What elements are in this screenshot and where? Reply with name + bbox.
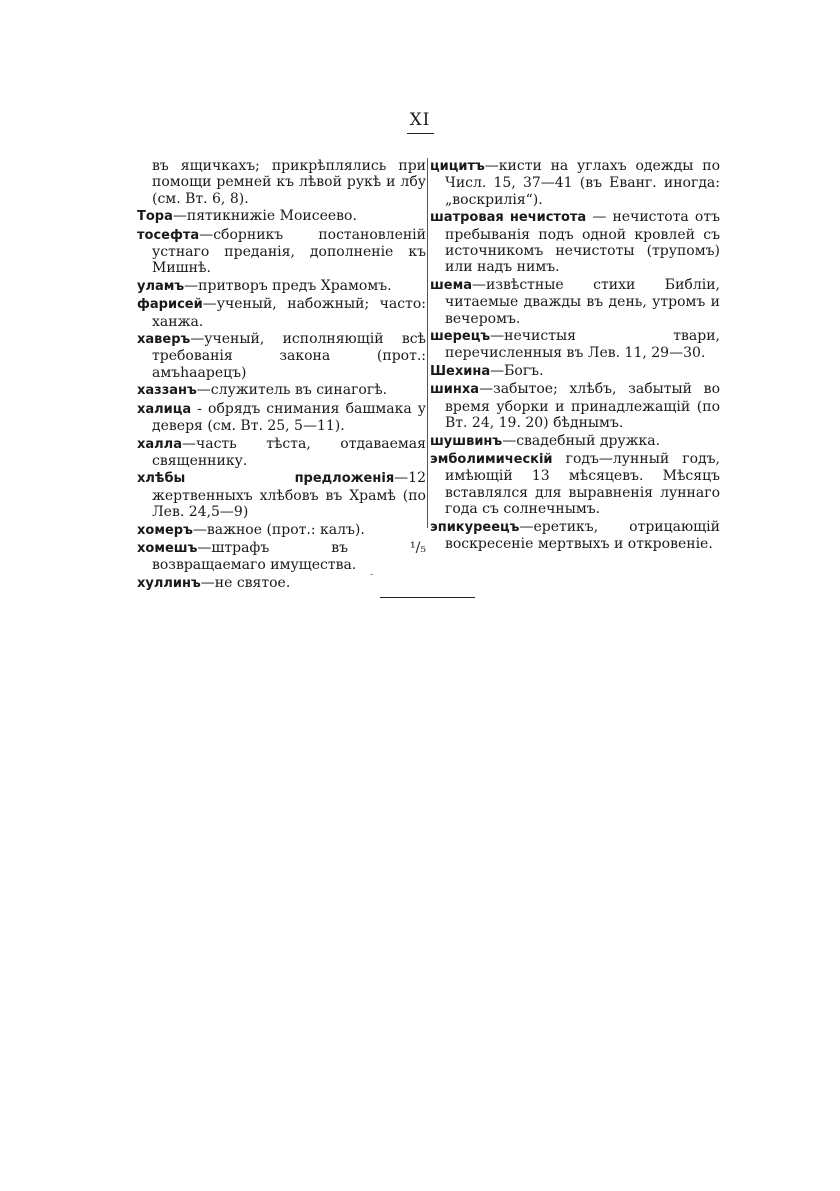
left-column xyxy=(137,158,426,593)
glossary-entry xyxy=(137,522,426,539)
entry-term: фарисей xyxy=(137,297,203,313)
entry-term: шатровая нечистота xyxy=(430,210,587,226)
glossary-entry xyxy=(137,331,426,381)
entry-term: шема xyxy=(430,277,473,293)
entry-term: тосефта xyxy=(137,227,200,243)
glossary-entry xyxy=(430,328,720,362)
glossary-entry xyxy=(137,158,426,207)
entry-term: халица xyxy=(137,401,192,417)
entry-term: эмболимическій xyxy=(430,451,553,467)
entry-term: хлѣбы предложенія xyxy=(137,471,395,487)
entry-term: уламъ xyxy=(137,278,185,294)
glossary-entry xyxy=(430,209,720,276)
entry-definition: —извѣстные стихи Библіи, читаемые дважды въ день, утромъ и вечеромъ. xyxy=(445,276,720,327)
glossary-entry xyxy=(430,519,720,553)
glossary-entry xyxy=(137,401,426,435)
entry-definition: —служитель въ синагогѣ. xyxy=(196,382,388,399)
entry-term: Шехина xyxy=(430,363,491,379)
entry-term: хуллинъ xyxy=(137,575,201,591)
glossary-entry xyxy=(430,433,720,450)
column-divider xyxy=(427,158,428,528)
entry-term: эпикуреецъ xyxy=(430,519,520,535)
entry-term: шушвинъ xyxy=(430,433,503,449)
entry-definition: —притворъ предъ Храмомъ. xyxy=(184,277,392,294)
entry-term: хомешъ xyxy=(137,540,198,556)
entry-definition: —кисти на углахъ одежды по Числ. 15, 37—41 (въ Еванг. иногда: „воскрилія“). xyxy=(445,158,720,208)
entry-definition: —нечистыя твари, перечисленныя въ Лев. 11, 29—30. xyxy=(445,328,720,362)
entry-definition: —пятикнижіе Моисеево. xyxy=(172,208,357,225)
entry-definition: —ученый, набожный; часто: ханжа. xyxy=(152,296,426,330)
glossary-entry xyxy=(137,278,426,295)
entry-definition: —свадебный дружка. xyxy=(502,432,661,449)
glossary-entry xyxy=(137,208,426,225)
entry-term: шерецъ xyxy=(430,329,491,345)
entry-definition: —важное (прот.: калъ). xyxy=(192,521,365,538)
glossary-entry xyxy=(430,158,720,208)
entry-definition: —забытое; хлѣбъ, забытый во время уборки и принадлежащій (по Вт. 24, 19. 20) бѣднымъ. xyxy=(445,381,720,432)
entry-term: хомеръ xyxy=(137,522,193,538)
entry-term: хаззанъ xyxy=(137,383,197,399)
entry-definition: —не святое. xyxy=(200,574,291,591)
glossary-entry xyxy=(137,470,426,520)
entry-definition: —ученый, исполняющій всѣ требованія закона (прот.: амъhаарецъ) xyxy=(152,331,426,381)
glossary-entry xyxy=(430,363,720,380)
entry-definition: — нечистота отъ пребыванія подъ одной кровлей съ источникомъ нечистоты (трупомъ) или надъ нимъ. xyxy=(445,209,720,276)
entry-definition: - обрядъ снимания башмака у деверя (см. Вт. 25, 5—11). xyxy=(152,400,426,435)
entry-definition: —еретикъ, отрицающій воскресеніе мертвыхъ и откровеніе. xyxy=(445,518,720,552)
glossary-entry xyxy=(137,382,426,399)
entry-definition: —часть тѣста, отдаваемая священнику. xyxy=(152,435,426,469)
entry-definition: —сборникъ постановленій устнаго преданія, дополненіе къ Мишнѣ. xyxy=(152,226,426,277)
entry-definition: годъ—лунный годъ, имѣющій 13 мѣсяцевъ. Мѣсяцъ вставлялся для выравненія луннаго года съ солнечнымъ. xyxy=(445,450,720,518)
entry-term: Тора xyxy=(137,209,173,225)
entry-term: халла xyxy=(137,436,182,452)
glossary-entry xyxy=(430,381,720,431)
entry-definition: —12 жертвенныхъ хлѣбовъ въ Храмѣ (по Лев. 24,5—9) xyxy=(152,470,426,521)
right-column xyxy=(430,158,720,553)
glossary-entry xyxy=(430,451,720,518)
glossary-entry xyxy=(137,436,426,470)
glossary-entry xyxy=(137,575,426,592)
glossary-entry xyxy=(137,540,426,574)
page-number-underline xyxy=(407,133,434,134)
entry-term: шинха xyxy=(430,382,480,398)
entry-definition: —Богъ. xyxy=(490,362,544,379)
entry-definition: —штрафъ въ ¹/₅ возвращаемаго имущества. xyxy=(152,539,426,574)
end-rule xyxy=(380,597,475,598)
page-number: XI xyxy=(409,110,431,130)
entry-definition: въ ящичкахъ; прикрѣплялись при помощи ремней къ лѣвой рукѣ и лбу (см. Вт. 6, 8). xyxy=(152,158,426,207)
glossary-entry xyxy=(430,277,720,327)
entry-term: цицитъ xyxy=(430,159,485,174)
glossary-entry xyxy=(137,296,426,330)
entry-term: хаверъ xyxy=(137,332,191,348)
glossary-entry xyxy=(137,227,426,277)
print-speck xyxy=(370,574,373,575)
